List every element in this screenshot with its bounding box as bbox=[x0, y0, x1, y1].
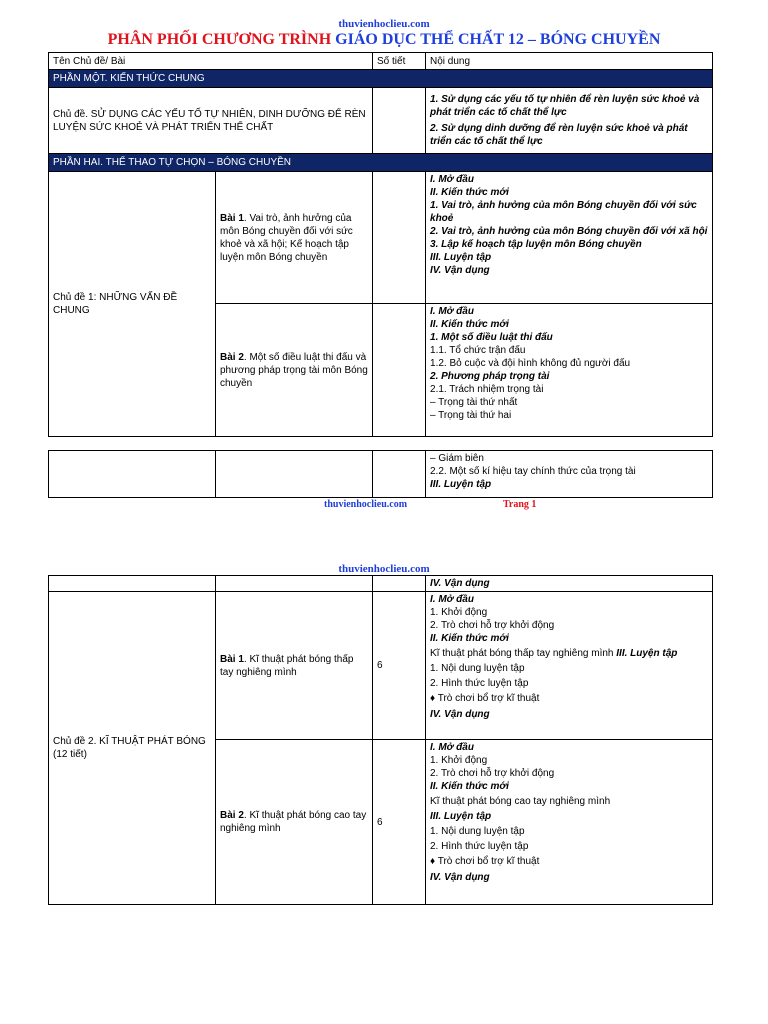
table-row bbox=[49, 451, 713, 498]
p2-lesson2-cell: Bài 2. Kĩ thuật phát bóng cao tay nghiêng mình bbox=[216, 740, 373, 905]
table-row bbox=[49, 172, 713, 304]
p2-lesson1-cell: Bài 1. Kĩ thuật phát bóng thấp tay nghiêng mình bbox=[216, 592, 373, 740]
part1-label: PHẦN MỘT. KIẾN THỨC CHUNG bbox=[49, 70, 426, 88]
schedule-table-page2 bbox=[48, 575, 713, 905]
p2-lesson1-content: I. Mở đầu 1. Khởi động 2. Trò chơi hỗ trợ khởi động II. Kiến thức mới Kĩ thuật phát bóng thấp tay nghiêng mình III. Luyện tập 1. Nội dung luyện tập 2. Hình thức luyện tập ♦ Trò chơi bổ trợ kĩ thuật IV. Vận dụng bbox=[426, 592, 713, 740]
topic1-cell: Chủ đề 1: NHỮNG VẤN ĐỀ CHUNG bbox=[49, 172, 216, 437]
footer-site: thuvienhoclieu.com bbox=[324, 499, 408, 510]
table-header-row bbox=[49, 53, 713, 70]
lesson2-cell: Bài 2. Một số điều luật thi đấu và phương pháp trọng tài môn Bóng chuyền bbox=[216, 304, 373, 437]
site-header-top: thuvienhoclieu.com bbox=[338, 18, 430, 30]
header-topic-lesson: Tên Chủ đề/ Bài bbox=[49, 53, 373, 70]
table-row: IV. Vận dụng bbox=[49, 576, 713, 592]
site-header-top-page2: thuvienhoclieu.com bbox=[338, 563, 430, 575]
lesson1-cell: Bài 1. Vai trò, ảnh hưởng của môn Bóng chuyền đối với sức khoẻ và xã hội; Kế hoạch tập luyện môn Bóng chuyền bbox=[216, 172, 373, 304]
footer-page-number: Trang 1 bbox=[503, 499, 537, 510]
schedule-table-continued bbox=[48, 450, 713, 498]
part1-band bbox=[49, 70, 713, 88]
part2-label: PHẦN HAI. THỂ THAO TỰ CHỌN – BÓNG CHUYỀN bbox=[49, 154, 426, 172]
part1-topic: Chủ đề. SỬ DỤNG CÁC YẾU TỐ TỰ NHIÊN, DINH DƯỠNG ĐỂ RÈN LUYỆN SỨC KHOẺ VÀ PHÁT TRIỂN THỂ CHẤT bbox=[49, 88, 373, 154]
table-row bbox=[49, 592, 713, 740]
header-content: Nội dung bbox=[426, 53, 713, 70]
lesson1-content: I. Mở đầu II. Kiến thức mới 1. Vai trò, ảnh hưởng của môn Bóng chuyền đối với sức khoẻ 2. Vai trò, ảnh hưởng của môn Bóng chuyền đối với xã hội 3. Lập kế hoạch tập luyện môn Bóng chuyền III. Luyện tập IV. Vận dụng bbox=[426, 172, 713, 304]
title-blue-part: GIÁO DỤC THỂ CHẤT 12 – BÓNG CHUYỀN bbox=[335, 31, 661, 48]
table-row bbox=[49, 88, 713, 154]
title-red-part: PHÂN PHỐI CHƯƠNG TRÌNH bbox=[107, 31, 332, 48]
schedule-table bbox=[48, 52, 713, 437]
continued-content: – Giám biên 2.2. Một số kí hiệu tay chính thức của trọng tài III. Luyện tập bbox=[426, 451, 713, 498]
p2-lesson1-hours: 6 bbox=[373, 592, 426, 740]
p2-lesson2-content: I. Mở đầu 1. Khởi động 2. Trò chơi hỗ trợ khởi động II. Kiến thức mới Kĩ thuật phát bóng cao tay nghiêng mình III. Luyện tập 1. Nội dung luyện tập 2. Hình thức luyện tập ♦ Trò chơi bổ trợ kĩ thuật IV. Vận dụng bbox=[426, 740, 713, 905]
page-title bbox=[0, 31, 768, 49]
lesson2-content: I. Mở đầu II. Kiến thức mới 1. Một số điều luật thi đấu 1.1. Tổ chức trận đấu 1.2. Bỏ cuộc và đội hình không đủ người đấu 2. Phương pháp trọng tài 2.1. Trách nhiệm trọng tài – Trọng tài thứ nhất – Trọng tài thứ hai bbox=[426, 304, 713, 437]
topic2-cell: Chủ đề 2. KĨ THUẬT PHÁT BÓNG (12 tiết) bbox=[49, 592, 216, 905]
header-hours: Số tiết bbox=[373, 53, 426, 70]
p2-lesson2-hours: 6 bbox=[373, 740, 426, 905]
part1-content: 1. Sử dụng các yếu tố tự nhiên để rèn luyện sức khoẻ và phát triển các tố chất thể lực 2. Sử dụng dinh dưỡng để rèn luyện sức khoẻ và phát triển các tố chất thể lực bbox=[426, 88, 713, 154]
part2-band bbox=[49, 154, 713, 172]
